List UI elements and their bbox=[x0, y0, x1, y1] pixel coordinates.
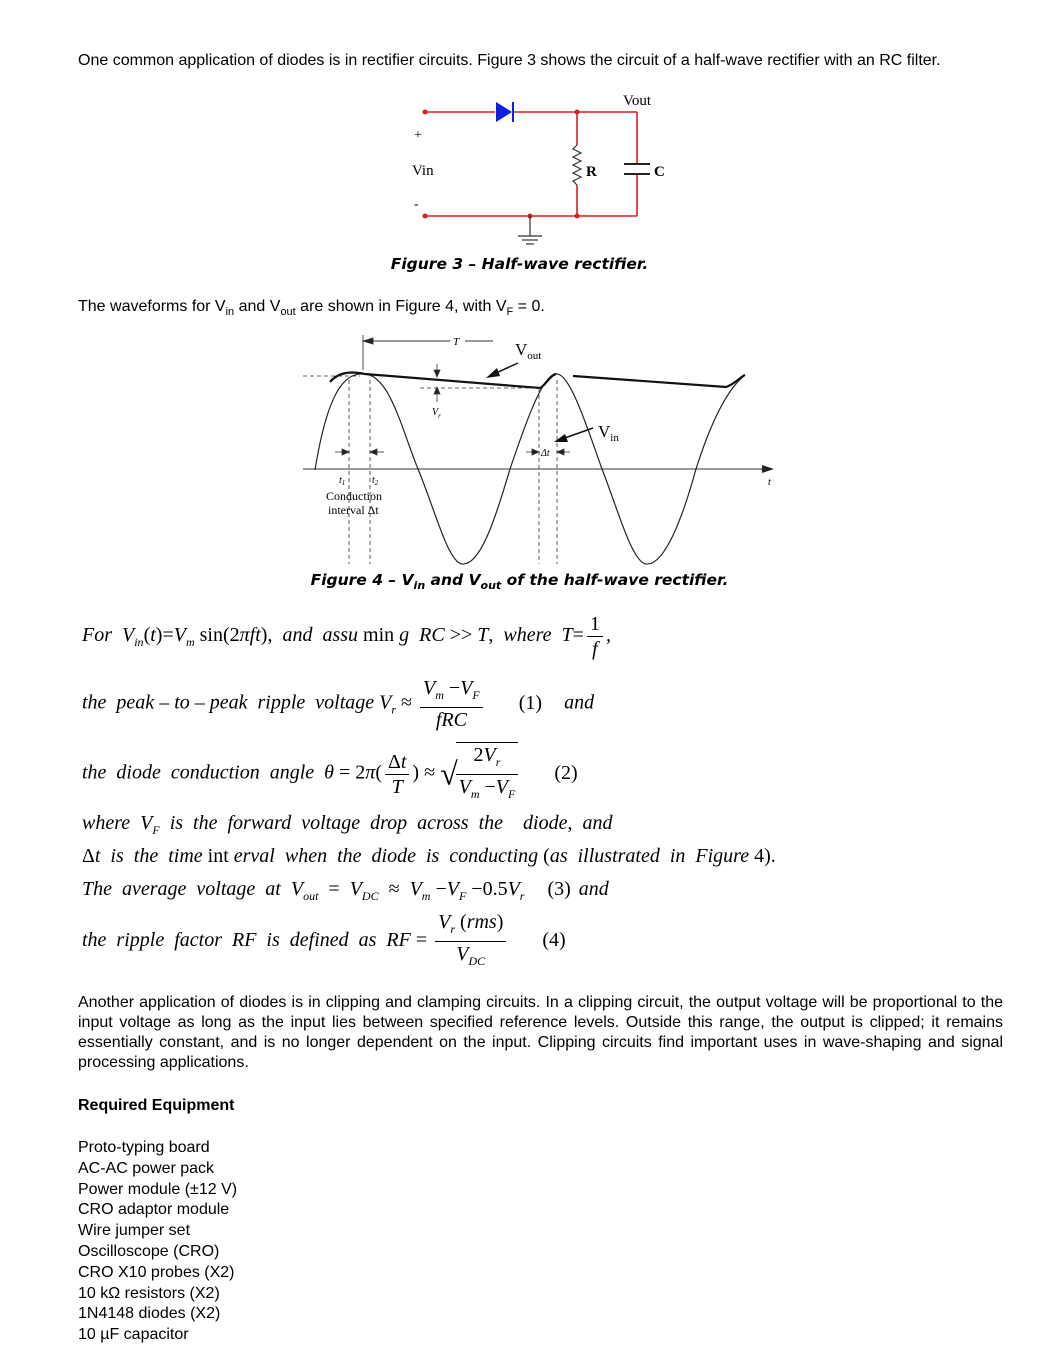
equipment-heading: Required Equipment bbox=[78, 1097, 235, 1114]
list-item: Proto-typing board bbox=[78, 1139, 210, 1156]
list-item: CRO adaptor module bbox=[78, 1201, 230, 1219]
list-item: AC-AC power pack bbox=[78, 1159, 215, 1177]
t2-label: $t_2$ bbox=[372, 475, 379, 487]
list-item: 1N4148 diodes (X2) bbox=[78, 1305, 221, 1323]
delta-t-label: Δt bbox=[541, 448, 550, 459]
list-item: 10 kΩ resistors (X2) bbox=[78, 1284, 220, 1302]
svg-text:t: t bbox=[768, 477, 771, 488]
t1-label: $t_1$ bbox=[339, 475, 346, 487]
equation-average-voltage: The average voltage at $V_{out} = V_{DC} \approx V_m -V_F -0.5V_r$ (3) and bbox=[82, 878, 609, 903]
vin-waveform-label: $V_{in}$ bbox=[598, 422, 619, 444]
period-label: T bbox=[453, 336, 460, 348]
diode-symbol bbox=[496, 102, 513, 122]
conduction-markers bbox=[335, 449, 384, 455]
equation-delta-t: Δt is the time int erval when the diode is conducting (as illustrated in Figure 4). bbox=[82, 845, 776, 867]
ripple-marker bbox=[434, 364, 440, 402]
ground-symbol bbox=[518, 216, 542, 244]
equation-conduction-angle: the diode conduction angle θ = 2π( $\frac{\Delta t}{T}$ ) ≈ √ $\frac{2V_r}{V_m -V_F}$ (2) bbox=[82, 742, 600, 806]
period-marker bbox=[363, 335, 493, 370]
waveform-diagram bbox=[290, 330, 790, 570]
plus-label: + bbox=[414, 128, 422, 143]
vout-waveform-label: $V_{out}$ bbox=[515, 340, 542, 362]
list-item: Oscilloscope (CRO) bbox=[78, 1242, 220, 1260]
resistor-symbol bbox=[573, 145, 581, 185]
clipping-paragraph: Another application of diodes is in clipping and clamping circuits. In a clipping circuit, the output voltage will be proportional to the input voltage as long as the input lies between specified reference levels. Outside this range, the output is clipped; it remains essentially constant, and is no longer dependent on the input. Clipping circuits find important uses in wave-shaping and signal processing applications. bbox=[78, 994, 1003, 1071]
conduction-label: Conduction bbox=[326, 489, 382, 503]
circuit-nodes bbox=[423, 110, 580, 219]
ripple-label: $V_r$ bbox=[432, 407, 441, 420]
equation-where-vf: where $V_F$ is the forward voltage drop across the diode, and bbox=[82, 812, 613, 837]
figure-4-caption: Figure $4 - V_{in}$ and $V_{out}$ of the half-wave rectifier. bbox=[310, 571, 729, 593]
vout-arrow bbox=[486, 363, 518, 378]
list-item: Power module (±12 V) bbox=[78, 1180, 238, 1198]
vin-arrow bbox=[554, 428, 593, 442]
list-item: CRO X10 probes (X2) bbox=[78, 1263, 235, 1281]
equation-ripple-factor: the ripple factor RF is defined as RF = $\frac{V_r (rms)}{V_{DC}}$ (4) bbox=[82, 911, 566, 968]
minus-label: - bbox=[414, 197, 419, 212]
list-item: 10 µF capacitor bbox=[78, 1326, 189, 1344]
intro-paragraph: One common application of diodes is in rectifier circuits. Figure 3 shows the circuit of a half-wave rectifier with an RC filter. bbox=[78, 52, 941, 69]
capacitor-label: C bbox=[654, 164, 665, 180]
equation-ripple: the peak – to – peak ripple voltage $V_r$ ≈ $\frac{V_m -V_F}{\text{fRC}}$ (1) and bbox=[82, 677, 595, 731]
reference-lines bbox=[303, 376, 557, 564]
equation-definition: For $V_{in}(t)=V_m$ sin(2πft), and assu min g RC >> T, where T= $\frac{1}{f}$ , bbox=[82, 613, 611, 660]
vin-label: Vin bbox=[412, 163, 434, 179]
equipment-list bbox=[78, 1138, 237, 1346]
capacitor-symbol bbox=[624, 164, 650, 174]
vout-waveform bbox=[330, 372, 745, 388]
interval-label: interval Δt bbox=[328, 503, 379, 517]
list-item: Wire jumper set bbox=[78, 1222, 191, 1240]
waveform-intro: The waveforms for $V_{in}$ and $V_{out}$ are shown in Figure 4, with $V_F = 0$. bbox=[78, 298, 545, 319]
figure-3-caption: Figure 3 – Half-wave rectifier. bbox=[390, 255, 649, 273]
resistor-label: R bbox=[586, 164, 597, 180]
circuit-wires bbox=[425, 112, 637, 216]
vout-label: Vout bbox=[623, 93, 652, 109]
rectifier-circuit-diagram bbox=[390, 85, 690, 255]
